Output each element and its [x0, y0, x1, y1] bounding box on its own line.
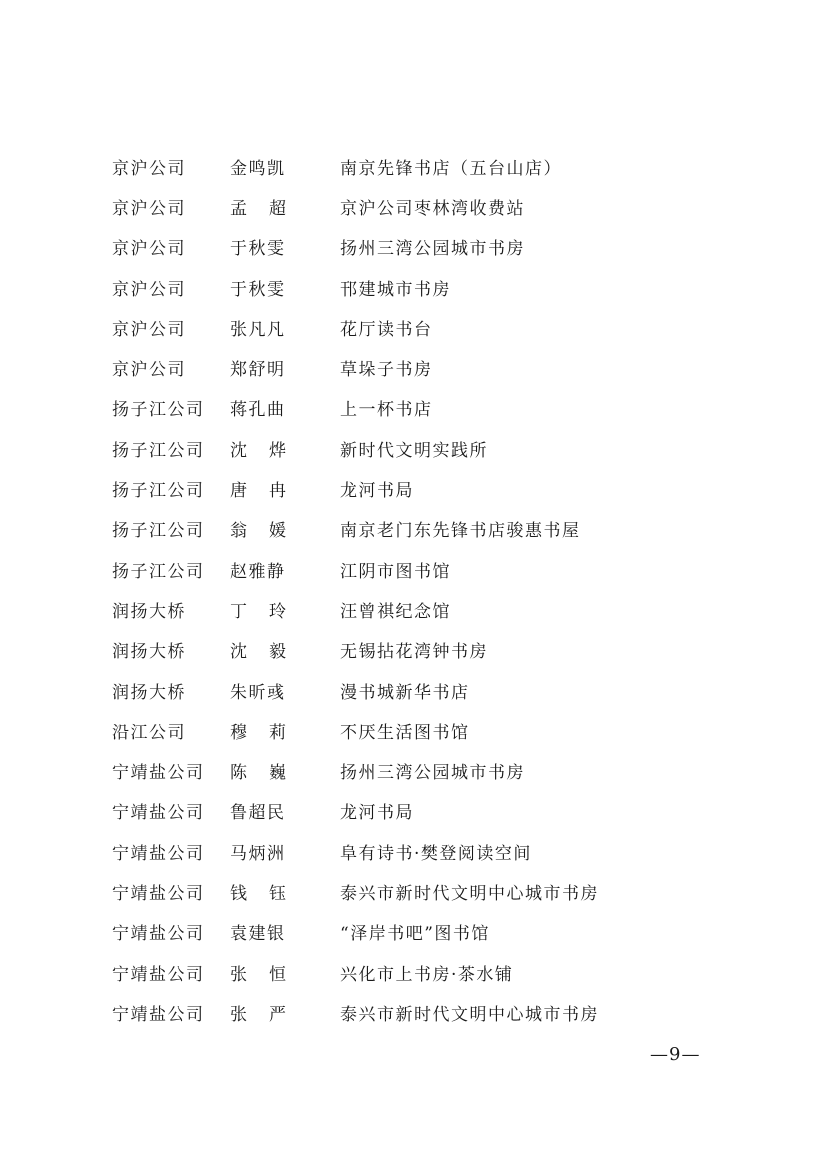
list-row — [112, 509, 732, 549]
person-name: 沈毅 — [230, 642, 308, 663]
place-name: 邗建城市书房 — [340, 279, 451, 300]
place-name: 龙河书局 — [340, 481, 414, 502]
company-name: 京沪公司 — [112, 239, 186, 260]
place-name: 泰兴市新时代文明中心城市书房 — [340, 1004, 599, 1025]
place-name: 扬州三湾公园城市书房 — [340, 763, 525, 784]
place-name: “泽岸书吧”图书馆 — [340, 924, 490, 945]
place-name: 南京先锋书店（五台山店） — [340, 158, 562, 179]
person-name: 袁建银 — [230, 924, 286, 945]
person-name: 张严 — [230, 1004, 308, 1025]
list-row — [112, 549, 732, 589]
person-name: 穆莉 — [230, 722, 308, 743]
company-name: 宁靖盐公司 — [112, 803, 205, 824]
person-name: 郑舒明 — [230, 360, 286, 381]
company-name: 宁靖盐公司 — [112, 1004, 205, 1025]
company-name: 扬子江公司 — [112, 440, 205, 461]
place-name: 京沪公司枣林湾收费站 — [340, 198, 525, 219]
list-row — [112, 670, 732, 710]
person-name: 赵雅静 — [230, 561, 286, 582]
company-name: 京沪公司 — [112, 198, 186, 219]
place-name: 兴化市上书房·茶水铺 — [340, 964, 514, 985]
list-row — [112, 992, 732, 1032]
place-name: 上一杯书店 — [340, 400, 433, 421]
person-name: 鲁超民 — [230, 803, 286, 824]
list-row — [112, 750, 732, 790]
list-row — [112, 952, 732, 992]
person-name: 朱昕彧 — [230, 682, 286, 703]
company-name: 京沪公司 — [112, 319, 186, 340]
company-name: 扬子江公司 — [112, 561, 205, 582]
person-name: 孟超 — [230, 198, 308, 219]
place-name: 南京老门东先锋书店骏惠书屋 — [340, 521, 581, 542]
page-number: —9— — [650, 1044, 701, 1065]
person-name: 张凡凡 — [230, 319, 286, 340]
person-name: 金鸣凯 — [230, 158, 286, 179]
company-name: 宁靖盐公司 — [112, 964, 205, 985]
company-name: 润扬大桥 — [112, 642, 186, 663]
company-name: 沿江公司 — [112, 722, 186, 743]
company-name: 扬子江公司 — [112, 521, 205, 542]
company-name: 扬子江公司 — [112, 400, 205, 421]
person-name: 蒋孔曲 — [230, 400, 286, 421]
place-name: 新时代文明实践所 — [340, 440, 488, 461]
company-name: 宁靖盐公司 — [112, 883, 205, 904]
company-name: 京沪公司 — [112, 279, 186, 300]
list-row — [112, 347, 732, 387]
company-name: 宁靖盐公司 — [112, 843, 205, 864]
place-name: 漫书城新华书店 — [340, 682, 470, 703]
person-name: 丁玲 — [230, 601, 308, 622]
place-name: 草垛子书房 — [340, 360, 433, 381]
place-name: 泰兴市新时代文明中心城市书房 — [340, 883, 599, 904]
place-name: 龙河书局 — [340, 803, 414, 824]
place-name: 江阴市图书馆 — [340, 561, 451, 582]
person-name: 于秋雯 — [230, 239, 286, 260]
list-row — [112, 710, 732, 750]
person-name: 马炳洲 — [230, 843, 286, 864]
person-name: 张恒 — [230, 964, 308, 985]
list-row — [112, 307, 732, 347]
person-name: 唐冉 — [230, 481, 308, 502]
company-name: 扬子江公司 — [112, 481, 205, 502]
list-row — [112, 186, 732, 226]
list-row — [112, 791, 732, 831]
person-name: 于秋雯 — [230, 279, 286, 300]
place-name: 汪曾祺纪念馆 — [340, 601, 451, 622]
company-name: 润扬大桥 — [112, 601, 186, 622]
person-name: 沈烨 — [230, 440, 308, 461]
company-name: 京沪公司 — [112, 360, 186, 381]
list-row — [112, 831, 732, 871]
person-name: 陈巍 — [230, 763, 308, 784]
list-row — [112, 388, 732, 428]
company-name: 京沪公司 — [112, 158, 186, 179]
company-name: 润扬大桥 — [112, 682, 186, 703]
place-name: 花厅读书台 — [340, 319, 433, 340]
list-row — [112, 267, 732, 307]
award-list — [112, 146, 732, 1033]
company-name: 宁靖盐公司 — [112, 924, 205, 945]
list-row — [112, 589, 732, 629]
list-row — [112, 227, 732, 267]
list-row — [112, 871, 732, 911]
place-name: 阜有诗书·樊登阅读空间 — [340, 843, 532, 864]
person-name: 钱钰 — [230, 883, 308, 904]
place-name: 扬州三湾公园城市书房 — [340, 239, 525, 260]
list-row — [112, 630, 732, 670]
list-row — [112, 468, 732, 508]
list-row — [112, 146, 732, 186]
place-name: 不厌生活图书馆 — [340, 722, 470, 743]
list-row — [112, 428, 732, 468]
company-name: 宁靖盐公司 — [112, 763, 205, 784]
list-row — [112, 912, 732, 952]
person-name: 翁媛 — [230, 521, 308, 542]
place-name: 无锡拈花湾钟书房 — [340, 642, 488, 663]
